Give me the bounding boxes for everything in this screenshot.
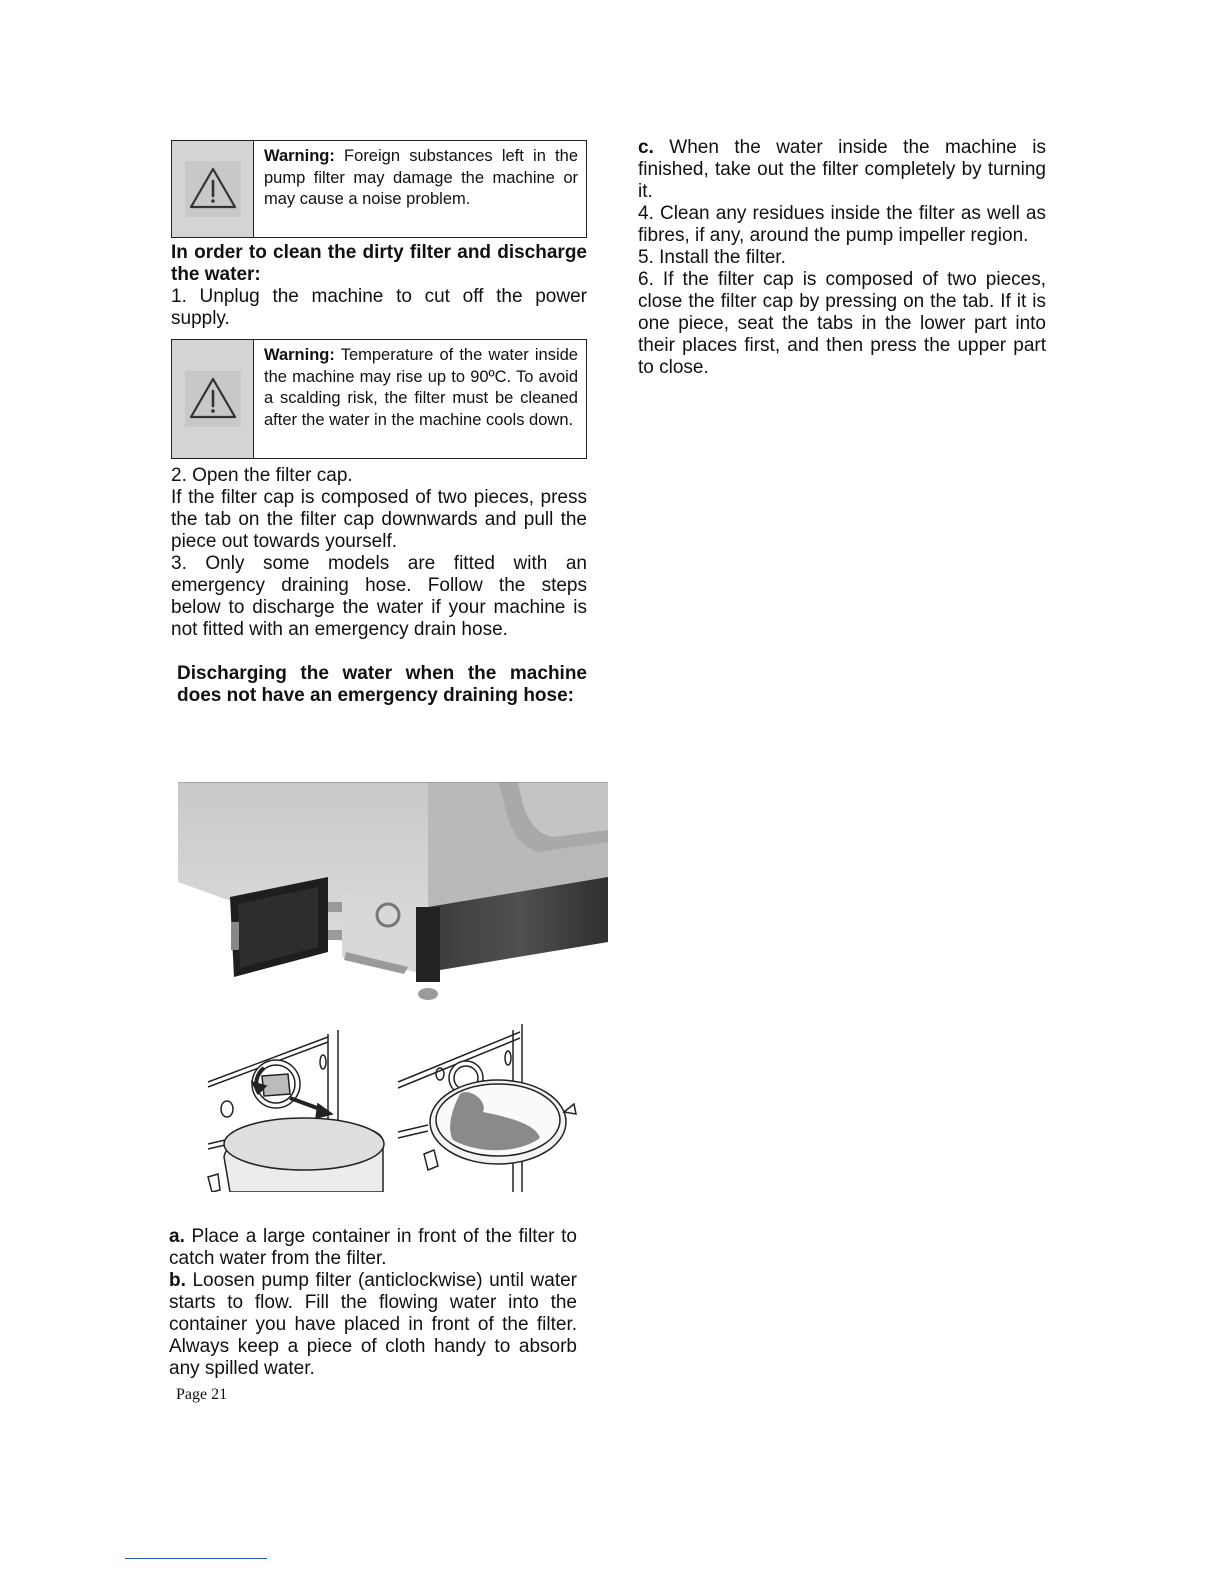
warning-text: [254, 340, 586, 458]
step-a: [169, 1226, 577, 1270]
warning-box-foreign-substances: [171, 140, 587, 238]
warning-body: Temperature of the water inside the machine may rise up to 90ºC. To avoid a scalding risk, the filter must be cleaned after the water in the machine cools down.: [264, 346, 578, 429]
warning-icon-cell: [172, 340, 254, 458]
step-3: 3. Only some models are fitted with an emergency draining hose. Follow the steps below to discharge the water if your machine is not fitted with an emergency drain hose.: [171, 553, 587, 640]
clean-filter-heading: In order to clean the dirty filter and discharge the water:: [171, 242, 587, 285]
warning-text: [254, 141, 586, 237]
step-c-label: c.: [638, 137, 654, 158]
warning-label: Warning:: [264, 346, 335, 364]
step-6: 6. If the filter cap is composed of two pieces, close the filter cap by pressing on the tab. If it is one piece, seat the tabs in the lower part into their places first, and then press the upper part to close.: [638, 269, 1046, 378]
step-c-text: When the water inside the machine is finished, take out the filter completely by turning it.: [638, 137, 1046, 202]
warning-body: Foreign substances left in the pump filter may damage the machine or may cause a noise problem.: [264, 147, 578, 208]
left-column: [171, 140, 587, 707]
step-a-label: a.: [169, 1226, 185, 1247]
warning-icon-cell: [172, 141, 254, 237]
step-2: 2. Open the filter cap.: [171, 465, 353, 486]
right-column: [638, 137, 1046, 379]
step-4: 4. Clean any residues inside the filter as well as fibres, if any, around the pump impeller region.: [638, 203, 1046, 246]
step-2-detail: If the filter cap is composed of two pieces, press the tab on the filter cap downwards and pull the piece out towards yourself.: [171, 487, 587, 552]
discharge-heading: Discharging the water when the machine does not have an emergency draining hose:: [177, 663, 587, 706]
footer-rule: [125, 1558, 267, 1559]
warning-box-temperature: [171, 339, 587, 459]
warning-triangle-icon: [185, 371, 241, 427]
filter-illustration: [178, 782, 608, 1192]
step-b: [169, 1270, 577, 1380]
step-b-label: b.: [169, 1270, 186, 1291]
warning-label: Warning:: [264, 147, 335, 165]
step-5: 5. Install the filter.: [638, 247, 786, 268]
steps-a-b: [169, 1226, 577, 1380]
step-a-text: Place a large container in front of the filter to catch water from the filter.: [169, 1226, 577, 1269]
sketch-water-container: [398, 1024, 576, 1192]
step-c: [638, 137, 1046, 203]
sketch-loosen-filter: [208, 1030, 384, 1192]
step-1: 1. Unplug the machine to cut off the power supply.: [171, 286, 587, 329]
step-b-text: Loosen pump filter (anticlockwise) until water starts to flow. Fill the flowing water into the container you have placed in front of the filter. Always keep a piece of cloth handy to absorb any spilled water.: [169, 1270, 577, 1379]
page-number: Page 21: [176, 1386, 228, 1403]
warning-triangle-icon: [185, 161, 241, 217]
washing-machine-filter-illustration: [178, 782, 608, 1192]
